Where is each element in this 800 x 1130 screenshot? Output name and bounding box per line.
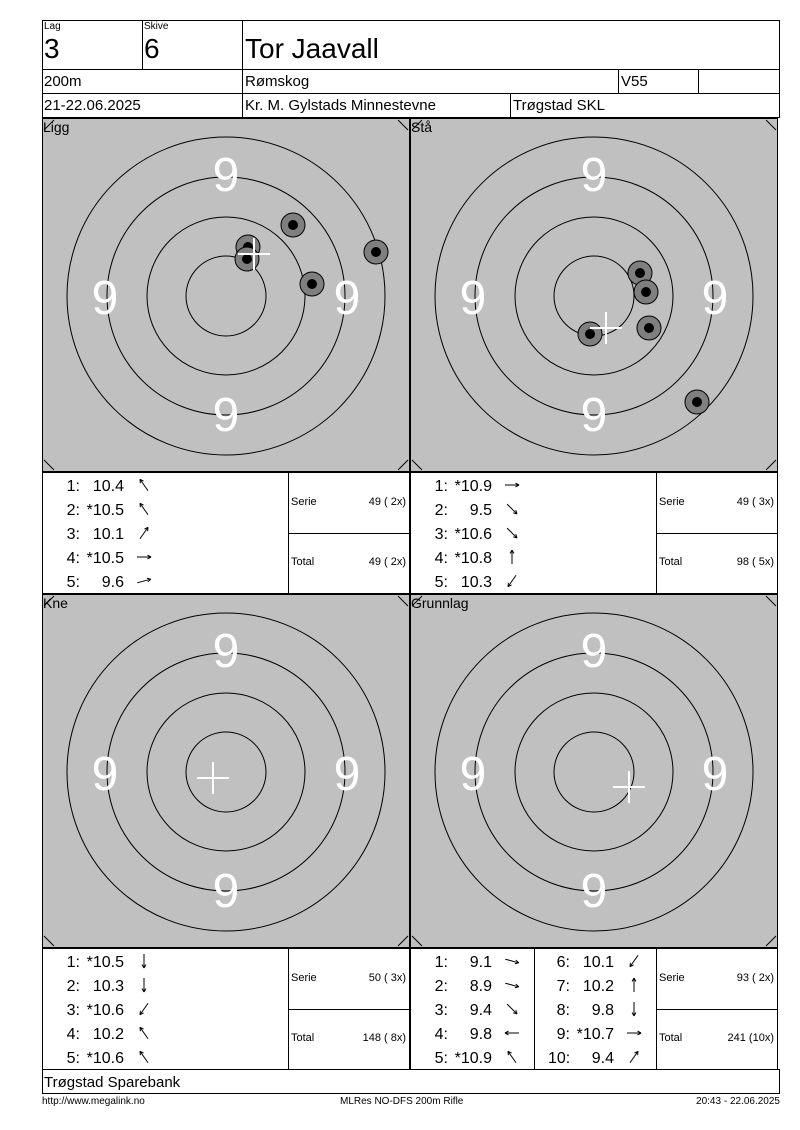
direction-arrow-icon bbox=[502, 571, 522, 591]
shooter-name: Tor Jaavall bbox=[245, 33, 379, 64]
ring-number: 9 bbox=[91, 272, 119, 325]
organizer: Trøgstad SKL bbox=[513, 97, 605, 114]
divider bbox=[656, 533, 778, 534]
shot-value: 10.3 bbox=[460, 574, 492, 591]
direction-arrow-icon bbox=[134, 523, 154, 543]
direction-arrow-icon bbox=[134, 547, 154, 567]
lag-value: 3 bbox=[44, 33, 60, 64]
direction-arrow-icon bbox=[624, 975, 644, 995]
serie-value: 50 ( 3x) bbox=[368, 972, 406, 984]
target-3 bbox=[42, 594, 410, 948]
direction-arrow-icon bbox=[502, 975, 522, 995]
divider bbox=[142, 20, 143, 69]
ring-number: 9 bbox=[580, 625, 608, 678]
shot-number: 9: bbox=[556, 1026, 570, 1043]
shot-value: 9.4 bbox=[469, 1002, 492, 1019]
shot-value: 10.1 bbox=[92, 526, 124, 543]
shot-number: 3: bbox=[434, 526, 448, 543]
direction-arrow-icon bbox=[624, 1023, 644, 1043]
panel-label: Stå bbox=[411, 119, 433, 135]
shot-row bbox=[42, 478, 162, 498]
shot-number: 1: bbox=[66, 478, 80, 495]
shot-number: 5: bbox=[66, 1050, 80, 1067]
event: Kr. M. Gylstads Minnestevne bbox=[245, 97, 436, 114]
divider bbox=[618, 69, 619, 93]
target-face bbox=[42, 118, 410, 472]
footer-url[interactable]: http://www.megalink.no bbox=[42, 1096, 145, 1107]
shot-hit bbox=[637, 316, 661, 340]
shot-value: *10.9 bbox=[454, 478, 492, 495]
shot-row bbox=[532, 978, 652, 998]
shot-value: *10.6 bbox=[454, 526, 492, 543]
shot-value: 9.4 bbox=[591, 1050, 614, 1067]
shot-value: *10.5 bbox=[86, 502, 124, 519]
serie-label: Serie bbox=[291, 496, 317, 508]
shot-number: 1: bbox=[434, 954, 448, 971]
shot-hit bbox=[235, 247, 259, 271]
direction-arrow-icon bbox=[502, 999, 522, 1019]
direction-arrow-icon bbox=[624, 1047, 644, 1067]
shot-row bbox=[42, 502, 162, 522]
shot-value: 9.6 bbox=[101, 574, 124, 591]
serie-value: 49 ( 2x) bbox=[368, 496, 406, 508]
direction-arrow-icon bbox=[134, 1023, 154, 1043]
shot-value: 10.4 bbox=[92, 478, 124, 495]
shot-number: 2: bbox=[66, 502, 80, 519]
lag-label: Lag bbox=[44, 21, 61, 32]
divider bbox=[288, 1009, 410, 1010]
shot-number: 5: bbox=[66, 574, 80, 591]
sponsor: Trøgstad Sparebank bbox=[44, 1074, 181, 1091]
ring-number: 9 bbox=[212, 625, 240, 678]
footer-software: MLRes NO-DFS 200m Rifle bbox=[340, 1096, 464, 1107]
shot-value: *10.5 bbox=[86, 550, 124, 567]
shot-value: *10.8 bbox=[454, 550, 492, 567]
footer-timestamp: 20:43 - 22.06.2025 bbox=[696, 1096, 780, 1107]
target-2 bbox=[410, 118, 778, 472]
direction-arrow-icon bbox=[134, 1047, 154, 1067]
divider bbox=[288, 533, 410, 534]
direction-arrow-icon bbox=[502, 475, 522, 495]
ring-number: 9 bbox=[701, 748, 729, 801]
direction-arrow-icon bbox=[502, 1023, 522, 1043]
skive-label: Skive bbox=[144, 21, 169, 32]
direction-arrow-icon bbox=[134, 999, 154, 1019]
shot-number: 4: bbox=[66, 1026, 80, 1043]
shot-value: *10.5 bbox=[86, 954, 124, 971]
club: Rømskog bbox=[245, 73, 310, 90]
shot-row bbox=[42, 1050, 162, 1070]
ring-number: 9 bbox=[212, 389, 240, 442]
serie-label: Serie bbox=[659, 972, 685, 984]
direction-arrow-icon bbox=[502, 499, 522, 519]
shot-number: 3: bbox=[434, 1002, 448, 1019]
shot-row bbox=[42, 978, 162, 998]
direction-arrow-icon bbox=[134, 499, 154, 519]
shot-number: 10: bbox=[548, 1050, 571, 1067]
shot-row bbox=[410, 1050, 530, 1070]
shot-row bbox=[42, 550, 162, 570]
total-value: 241 (10x) bbox=[727, 1032, 774, 1044]
ring-number: 9 bbox=[212, 865, 240, 918]
shot-row bbox=[42, 526, 162, 546]
direction-arrow-icon bbox=[134, 571, 154, 591]
ring-number: 9 bbox=[580, 149, 608, 202]
direction-arrow-icon bbox=[134, 951, 154, 971]
shot-row bbox=[532, 1026, 652, 1046]
shot-row bbox=[410, 526, 530, 546]
total-label: Total bbox=[659, 556, 683, 568]
skive-value: 6 bbox=[144, 33, 160, 64]
class: V55 bbox=[621, 73, 648, 90]
shot-row bbox=[410, 502, 530, 522]
shot-value: 9.8 bbox=[469, 1026, 492, 1043]
ring-number: 9 bbox=[459, 748, 487, 801]
shot-hit bbox=[685, 390, 709, 414]
shot-value: 9.1 bbox=[469, 954, 492, 971]
panel-label: Ligg bbox=[43, 119, 70, 135]
divider bbox=[42, 93, 780, 94]
ring-number: 9 bbox=[333, 272, 361, 325]
divider bbox=[242, 20, 243, 118]
direction-arrow-icon bbox=[502, 547, 522, 567]
shot-number: 1: bbox=[66, 954, 80, 971]
shot-row bbox=[410, 550, 530, 570]
serie-label: Serie bbox=[659, 496, 685, 508]
ring-number: 9 bbox=[701, 272, 729, 325]
direction-arrow-icon bbox=[502, 523, 522, 543]
direction-arrow-icon bbox=[134, 975, 154, 995]
total-value: 148 ( 8x) bbox=[362, 1032, 406, 1044]
shot-row bbox=[532, 954, 652, 974]
shot-number: 2: bbox=[434, 978, 448, 995]
shot-number: 3: bbox=[66, 526, 80, 543]
shot-value: *10.6 bbox=[86, 1002, 124, 1019]
total-value: 98 ( 5x) bbox=[736, 556, 774, 568]
shot-row bbox=[410, 954, 530, 974]
shot-row bbox=[410, 1026, 530, 1046]
ring-number: 9 bbox=[91, 748, 119, 801]
shot-number: 2: bbox=[434, 502, 448, 519]
serie-value: 93 ( 2x) bbox=[736, 972, 774, 984]
shot-number: 2: bbox=[66, 978, 80, 995]
shot-row bbox=[410, 1002, 530, 1022]
shot-number: 4: bbox=[434, 550, 448, 567]
panel-label: Kne bbox=[43, 595, 68, 611]
direction-arrow-icon bbox=[624, 951, 644, 971]
shot-value: *10.6 bbox=[86, 1050, 124, 1067]
shot-hit bbox=[300, 272, 324, 296]
panel-label: Grunnlag bbox=[411, 595, 469, 611]
serie-label: Serie bbox=[291, 972, 317, 984]
target-face bbox=[410, 118, 778, 472]
shot-number: 5: bbox=[434, 1050, 448, 1067]
divider bbox=[510, 93, 511, 118]
shot-number: 7: bbox=[556, 978, 570, 995]
ring-number: 9 bbox=[580, 389, 608, 442]
shot-hit bbox=[364, 240, 388, 264]
shot-value: 10.2 bbox=[582, 978, 614, 995]
shot-value: 9.8 bbox=[591, 1002, 614, 1019]
shot-value: 10.2 bbox=[92, 1026, 124, 1043]
dates: 21-22.06.2025 bbox=[44, 97, 141, 114]
shot-row bbox=[532, 1002, 652, 1022]
ring-number: 9 bbox=[212, 149, 240, 202]
shot-row bbox=[532, 1050, 652, 1070]
direction-arrow-icon bbox=[624, 999, 644, 1019]
target-4 bbox=[410, 594, 778, 948]
ring-number: 9 bbox=[580, 865, 608, 918]
shot-number: 5: bbox=[434, 574, 448, 591]
shot-row bbox=[42, 954, 162, 974]
shot-number: 1: bbox=[434, 478, 448, 495]
shot-number: 4: bbox=[66, 550, 80, 567]
divider bbox=[656, 1009, 778, 1010]
shot-value: 10.1 bbox=[582, 954, 614, 971]
shot-row bbox=[42, 1002, 162, 1022]
shot-value: *10.9 bbox=[454, 1050, 492, 1067]
shot-number: 3: bbox=[66, 1002, 80, 1019]
shot-hit bbox=[634, 280, 658, 304]
total-label: Total bbox=[659, 1032, 683, 1044]
total-value: 49 ( 2x) bbox=[368, 556, 406, 568]
total-label: Total bbox=[291, 1032, 315, 1044]
direction-arrow-icon bbox=[502, 1047, 522, 1067]
distance: 200m bbox=[44, 73, 82, 90]
ring-number: 9 bbox=[333, 748, 361, 801]
shot-hit bbox=[281, 213, 305, 237]
shot-number: 6: bbox=[556, 954, 570, 971]
shot-row bbox=[410, 574, 530, 594]
shot-value: 10.3 bbox=[92, 978, 124, 995]
ring-number: 9 bbox=[459, 272, 487, 325]
shot-number: 8: bbox=[556, 1002, 570, 1019]
shot-row bbox=[42, 574, 162, 594]
shot-hit bbox=[578, 322, 602, 346]
shot-row bbox=[410, 478, 530, 498]
direction-arrow-icon bbox=[134, 475, 154, 495]
shot-value: 9.5 bbox=[469, 502, 492, 519]
total-label: Total bbox=[291, 556, 315, 568]
shot-value: 8.9 bbox=[469, 978, 492, 995]
target-face bbox=[42, 594, 410, 948]
direction-arrow-icon bbox=[502, 951, 522, 971]
divider bbox=[698, 69, 699, 93]
shot-value: *10.7 bbox=[576, 1026, 614, 1043]
target-1 bbox=[42, 118, 410, 472]
shot-row bbox=[410, 978, 530, 998]
target-face bbox=[410, 594, 778, 948]
shot-row bbox=[42, 1026, 162, 1046]
shot-number: 4: bbox=[434, 1026, 448, 1043]
divider bbox=[42, 69, 780, 70]
serie-value: 49 ( 3x) bbox=[736, 496, 774, 508]
